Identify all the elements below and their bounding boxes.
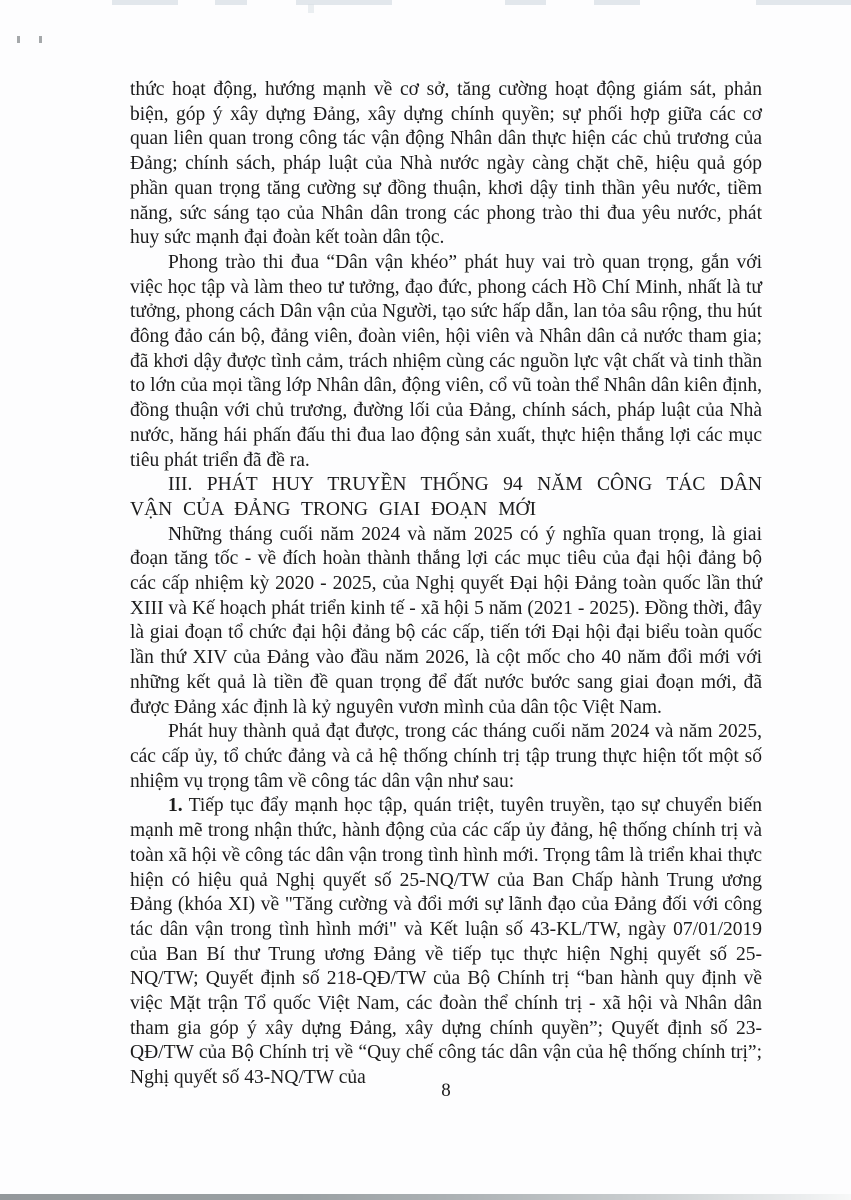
task-number-label: 1.: [168, 795, 183, 817]
task-1-text: Tiếp tục đẩy mạnh học tập, quán triệt, tuyên truyền, tạo sự chuyển biến mạnh mẽ trong nhận thức, hành động của các cấp ủy đảng, hệ thống chính trị và toàn xã hội về công tác dân vận trong tình hình mới. Trọng tâm là triển khai thực hiện có hiệu quả Nghị quyết số 25-NQ/TW của Ban Chấp hành Trung ương Đảng (khóa XI) về "Tăng cường và đổi mới sự lãnh đạo của Đảng đối với công tác dân vận trong tình hình mới" và Kết luận số 43-KL/TW, ngày 07/01/2019 của Ban Bí thư Trung ương Đảng về tiếp tục thực hiện Nghị quyết số 25-NQ/TW; Quyết định số 218-QĐ/TW của Bộ Chính trị “ban hành quy định về việc Mặt trận Tổ quốc Việt Nam, các đoàn thể chính trị - xã hội và Nhân dân tham gia góp ý xây dựng Đảng, xây dựng chính quyền”; Quyết định số 23-QĐ/TW của Bộ Chính trị về “Quy chế công tác dân vận của hệ thống chính trị”; Nghị quyết số 43-NQ/TW của: [130, 795, 762, 1089]
scan-edge-artifact: [215, 0, 247, 5]
scan-bottom-edge-artifact: [0, 1194, 851, 1200]
scan-edge-artifact: [308, 4, 314, 13]
paragraph-phat-huy-thanh-qua: Phát huy thành quả đạt được, trong các tháng cuối năm 2024 và năm 2025, các cấp ủy, tổ chức đảng và cả hệ thống chính trị tập trung thực hiện tốt một số nhiệm vụ trọng tâm về công tác dân vận như sau:: [130, 721, 762, 792]
page-number: 8: [441, 1080, 451, 1101]
scan-edge-artifact: [594, 0, 640, 5]
paragraph-2024-2025: Những tháng cuối năm 2024 và năm 2025 có ý nghĩa quan trọng, là giai đoạn tăng tốc - về đích hoàn thành thắng lợi các mục tiêu của đại hội đảng bộ các cấp nhiệm kỳ 2020 - 2025, của Nghị quyết Đại hội Đảng toàn quốc lần thứ XIII và Kế hoạch phát triển kinh tế - xã hội 5 năm (2021 - 2025). Đồng thời, đây là giai đoạn tổ chức đại hội đảng bộ các cấp, tiến tới Đại hội đại biểu toàn quốc lần thứ XIV của Đảng vào đầu năm 2026, là cột mốc cho 40 năm đổi mới với những kết quả là tiền đề quan trọng để đất nước bước sang giai đoạn mới, đã được Đảng xác định là kỷ nguyên vươn mình của dân tộc Việt Nam.: [130, 523, 762, 718]
scan-edge-artifact: [505, 0, 546, 5]
paragraph-dan-van-kheo: Phong trào thi đua “Dân vận khéo” phát huy vai trò quan trọng, gắn với việc học tập và làm theo tư tưởng, đạo đức, phong cách Hồ Chí Minh, nhất là tư tưởng, phong cách Dân vận của Người, tạo sức hấp dẫn, lan tỏa sâu rộng, thu hút đông đảo cán bộ, đảng viên, đoàn viên, hội viên và Nhân dân cả nước tham gia; đã khơi dậy được tình cảm, trách nhiệm cùng các nguồn lực vật chất và tinh thần to lớn của mọi tầng lớp Nhân dân, động viên, cổ vũ toàn thể Nhân dân kiên định, đồng thuận với chủ trương, đường lối của Đảng, chính sách, pháp luật của Nhà nước, hăng hái phấn đấu thi đua lao động sản xuất, thực hiện thắng lợi các mục tiêu phát triển đã đề ra.: [130, 251, 762, 471]
scan-edge-artifact: [112, 0, 178, 5]
section-heading-iii: III. PHÁT HUY TRUYỀN THỐNG 94 NĂM CÔNG TÁC DÂN VẬN CỦA ĐẢNG TRONG GIAI ĐOẠN MỚI: [130, 474, 762, 520]
document-body: [130, 78, 762, 1091]
scan-speck-artifact: [39, 36, 42, 43]
paragraph-continuation: thức hoạt động, hướng mạnh về cơ sở, tăng cường hoạt động giám sát, phản biện, góp ý xây dựng Đảng, xây dựng chính quyền; sự phối hợp giữa các cơ quan liên quan trong công tác vận động Nhân dân thực hiện các chủ trương của Đảng; chính sách, pháp luật của Nhà nước ngày càng chặt chẽ, hiệu quả góp phần quan trọng tăng cường sự đồng thuận, khơi dậy tinh thần yêu nước, tiềm năng, sức sáng tạo của Nhân dân trong các phong trào thi đua yêu nước, phát huy sức mạnh đại đoàn kết toàn dân tộc.: [130, 79, 762, 249]
scan-speck-artifact: [17, 36, 20, 43]
scan-edge-artifact: [756, 0, 851, 5]
paragraph-task-1: [130, 794, 762, 1090]
